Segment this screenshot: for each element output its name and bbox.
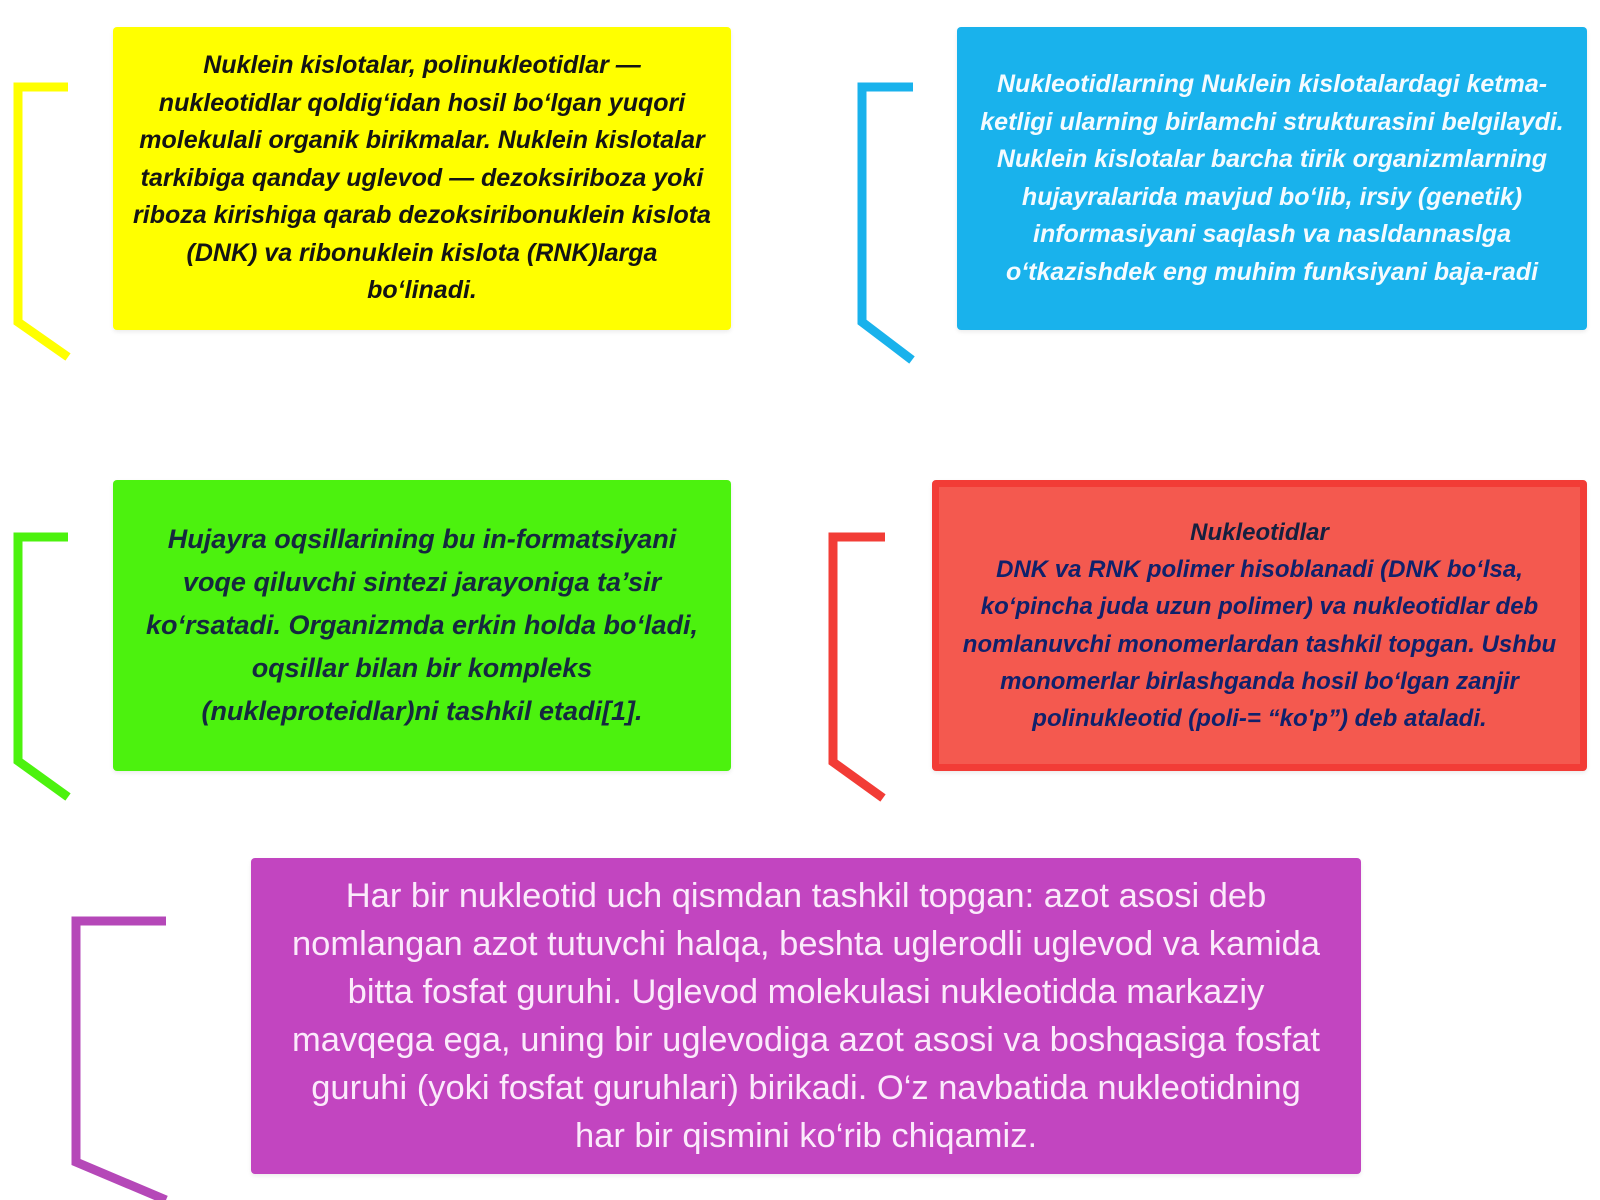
yellow-text-box: [113, 27, 731, 330]
red-box-title: Nukleotidlar: [1190, 518, 1329, 546]
bracket-purple: [76, 921, 166, 1200]
bracket-blue: [862, 87, 913, 360]
green-text-box: [113, 480, 731, 771]
yellow-box-text: Nuklein kislotalar, polinukleotidlar — nukleotidlar qoldig‘idan hosil bo‘lgan yuqori molekulali organik birikmalar. Nuklein kislotalar tarkibiga qanday uglevod — dezoksiriboza yoki riboza kirishiga qarab dezoksiribonuklein kislota (DNK) va ribonuklein kislota (RNK)larga bo‘linadi.: [133, 51, 711, 305]
bracket-yellow: [18, 87, 68, 357]
red-text-box: [932, 480, 1587, 771]
purple-box-text: Har bir nukleotid uch qismdan tashkil topgan: azot asosi deb nomlangan azot tutuvchi halqa, beshta uglerodli uglevod va kamida bitta fosfat guruhi. Uglevod molekulasi nukleotidda markaziy mavqega ega, uning bir uglevodiga azot asosi va boshqasiga fosfat guruhi (yoki fosfat guruhlari) birikadi. O‘z navbatida nukleotidning har bir qismini ko‘rib chiqamiz.: [291, 877, 1321, 1155]
blue-text-box: [957, 27, 1587, 330]
bracket-green: [18, 537, 68, 797]
red-box-text: DNK va RNK polimer hisoblanadi (DNK bo‘lsa, ko‘pincha juda uzun polimer) va nukleotidlar deb nomlanuvchi monomerlardan tashkil topgan. Ushbu monomerlar birlashganda hosil bo‘lgan zanjir polinukleotid (poli-= “ko'p”) deb ataladi.: [962, 556, 1557, 732]
green-box-text: Hujayra oqsillarining bu in-formatsiyani voqe qiluvchi sintezi jarayoniga ta’sir ko‘rsatadi. Organizmda erkin holda bo‘ladi, oqsillar bilan bir kompleks (nukleproteidlar)ni tashkil etadi[1].: [145, 524, 699, 726]
blue-box-text: Nukleotidlarning Nuklein kislotalardagi ketma-ketligi ularning birlamchi strukturasini belgilaydi. Nuklein kislotalar barcha tirik organizmlarning hujayralarida mavjud bo‘lib, irsiy (genetik) informasiyani saqlash va nasldannaslga o‘tkazishdek eng muhim funksiyani baja-radi: [980, 70, 1564, 286]
bracket-red: [833, 537, 885, 798]
purple-text-box: [251, 858, 1361, 1174]
